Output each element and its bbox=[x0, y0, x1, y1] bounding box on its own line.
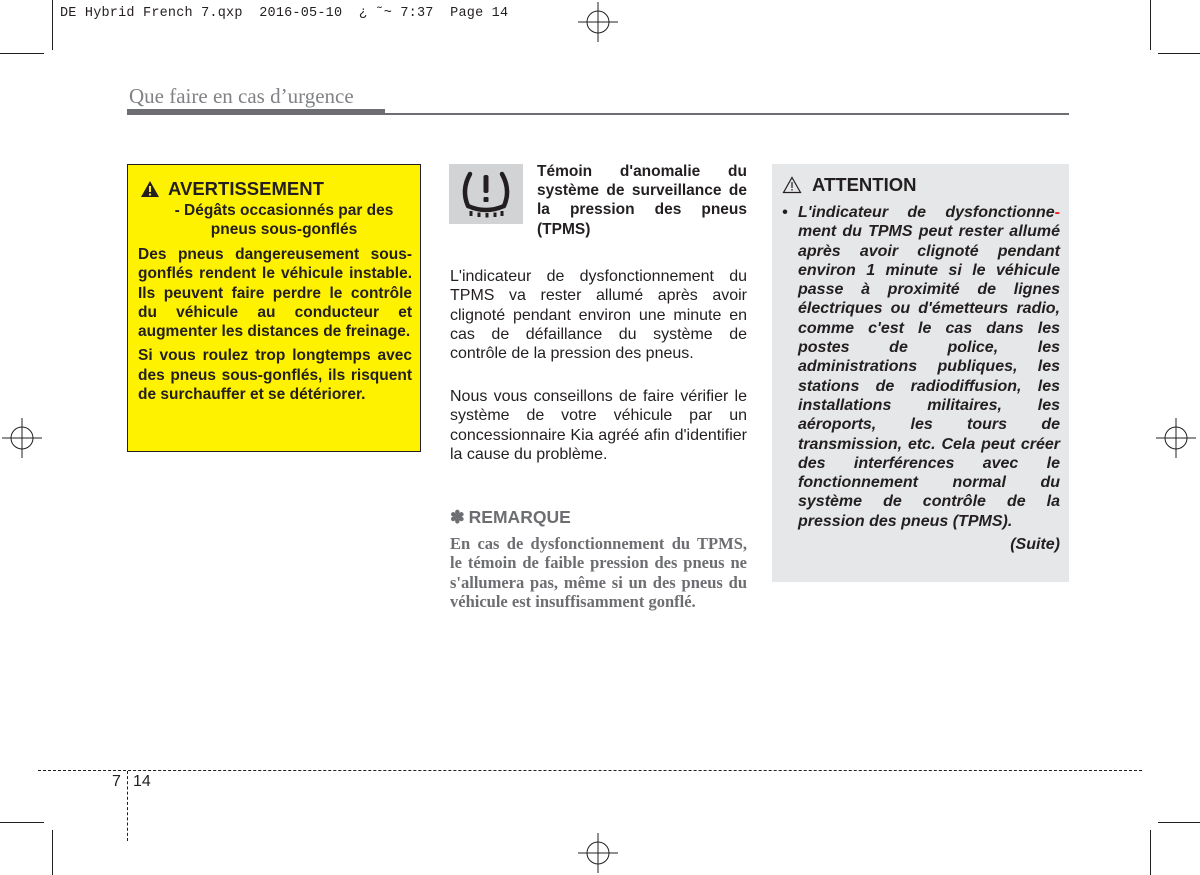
header-rule bbox=[127, 109, 385, 115]
chapter-number: 7 bbox=[112, 773, 121, 790]
attention-item bbox=[782, 203, 1060, 531]
crop-mark bbox=[1150, 830, 1151, 875]
print-slug: DE Hybrid French 7.qxp 2016-05-10 ¿ ˜~ 7:37 Page 14 bbox=[60, 6, 509, 21]
attention-heading bbox=[782, 174, 1060, 196]
registration-mark-icon bbox=[578, 2, 618, 42]
registration-mark-icon bbox=[1156, 418, 1196, 458]
footer-rule bbox=[38, 770, 1142, 771]
warning-subtitle: - Dégâts occasionnés par des pneus sous-gonflés bbox=[174, 202, 394, 238]
remark-text: En cas de dysfonctionnement du TPMS, le témoin de faible pression des pneus ne s'allumera pas, même si un des pneus du véhicule est insuffisamment gonflé. bbox=[450, 534, 747, 611]
crop-mark bbox=[1158, 822, 1200, 823]
registration-mark-icon bbox=[578, 833, 618, 873]
remark-symbol: ✽ bbox=[450, 507, 465, 527]
warning-paragraph: Des pneus dangereusement sous-gonflés rendent le véhicule instable. Ils peuvent faire perdre le contrôle du véhicule au conducteur et augmenter les distances de freinage. bbox=[138, 246, 412, 341]
attention-hyphen: - bbox=[1054, 204, 1060, 221]
bullet: • bbox=[782, 204, 788, 221]
tpms-paragraph: L'indicateur de dysfonctionnement du TPMS va rester allumé après avoir clignoté pendant environ une minute en cas de défaillance du système de contrôle de la pression des pneus. bbox=[450, 268, 747, 363]
tpms-indicator-title: Témoin d'anomalie du système de surveillance de la pression des pneus (TPMS) bbox=[537, 163, 747, 238]
tpms-warning-icon bbox=[449, 164, 523, 224]
attention-text-rest: ment du TPMS peut rester allumé après avoir clignoté pendant environ 1 minute si le véhicule passe à proximité de lignes électriques ou d'émetteurs radio, comme c'est le cas dans les postes de police, les administrations publiques, les stations de radiodiffusion, les installations militaires, les aéroports, les tours de transmission, etc. Cela peut créer des interférences avec le fonctionnement normal du système de contrôle de la pression des pneus (TPMS). bbox=[798, 223, 1060, 530]
footer-divider bbox=[127, 771, 128, 841]
caution-triangle-icon bbox=[782, 176, 802, 194]
crop-mark bbox=[1158, 53, 1200, 54]
tpms-paragraph: Nous vous conseillons de faire vérifier le système de votre véhicule par un concessionnaire Kia agréé afin d'identifier la cause du problème. bbox=[450, 388, 747, 463]
attention-box bbox=[772, 164, 1069, 582]
remark-heading bbox=[450, 507, 571, 528]
header-rule bbox=[385, 113, 1069, 115]
attention-text-start: L'indicateur de dysfonctionne bbox=[798, 204, 1055, 221]
attention-title: ATTENTION bbox=[812, 174, 917, 195]
warning-triangle-icon bbox=[140, 180, 160, 198]
registration-mark-icon bbox=[2, 418, 42, 458]
warning-heading bbox=[140, 178, 412, 200]
crop-mark bbox=[1150, 0, 1151, 50]
continued-label: (Suite) bbox=[1010, 536, 1060, 554]
warning-paragraph: Si vous roulez trop longtemps avec des pneus sous-gonflés, ils risquent de surchauffer et se détériorer. bbox=[138, 347, 412, 404]
crop-mark bbox=[0, 53, 44, 54]
warning-title: AVERTISSEMENT bbox=[168, 178, 324, 199]
remark-title: REMARQUE bbox=[468, 507, 571, 527]
page-number: 14 bbox=[133, 773, 151, 790]
warning-box bbox=[127, 164, 421, 452]
crop-mark bbox=[0, 822, 44, 823]
crop-mark bbox=[52, 830, 53, 875]
crop-mark bbox=[52, 0, 53, 50]
section-title: Que faire en cas d’urgence bbox=[129, 84, 354, 108]
